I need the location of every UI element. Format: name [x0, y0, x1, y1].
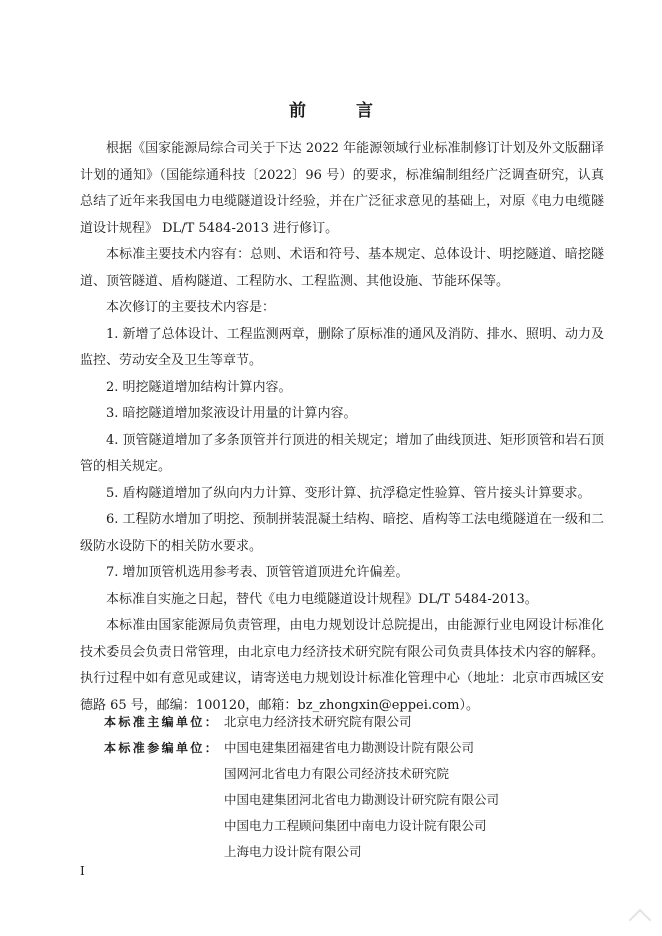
paragraph-replacement: 本标准自实施之日起，替代《电力电缆隧道设计规程》DL/T 5484-2013。 [106, 591, 538, 607]
revision-item-4: 4. 顶管隧道增加了多条顶管并行顶进的相关规定；增加了曲线顶进、矩形顶管和岩石顶管的相关规定。 [80, 432, 604, 474]
revision-item-7: 7. 增加顶管机选用参考表、顶管管道顶进允许偏差。 [106, 565, 409, 580]
chief-editor-row [104, 712, 624, 738]
paragraph-main-content: 本标准主要技术内容有：总则、术语和符号、基本规定、总体设计、明挖隧道、暗挖隧道、顶管隧道、盾构隧道、工程防水、工程监测、其他设施、节能环保等。 [80, 247, 604, 289]
paragraph-management: 本标准由国家能源局负责管理，由电力规划设计总院提出，由能源行业电网设计标准化技术委员会负责日常管理，由北京电力经济技术研究院有限公司负责具体技术内容的解释。执行过程中如有意见或建议，请寄送电力规划设计标准化管理中心（地址：北京市西城区安德路 65 号，邮编：100120，邮箱：bz_zhongxin@eppei.com）。 [80, 618, 604, 713]
paragraph-background: 根据《国家能源局综合司关于下达 2022 年能源领域行业标准制修订计划及外文版翻译计划的通知》（国能综通科技〔2022〕96 号）的要求，标准编制组经广泛调查研究，认真总结了近年来我国电力电缆隧道设计经验，并在广泛征求意见的基础上，对原《电力电缆隧道设计规程》 DL/T 5484-2013 进行修订。 [80, 141, 604, 236]
participant-unit: 上海电力设计院有限公司 [224, 844, 362, 859]
paragraph-revision-intro: 本次修订的主要技术内容是： [106, 300, 276, 315]
page-title: 前 言 [289, 101, 395, 121]
revision-item-5: 5. 盾构隧道增加了纵向内力计算、变形计算、抗浮稳定性验算、管片接头计算要求。 [106, 485, 591, 501]
revision-item-3: 3. 暗挖隧道增加浆液设计用量的计算内容。 [106, 406, 357, 421]
corner-decoration [629, 909, 652, 932]
revision-item-2: 2. 明挖隧道增加结构计算内容。 [106, 379, 292, 395]
participant-unit: 中国电建集团河北省电力勘测设计研究院有限公司 [224, 792, 500, 807]
chief-editor-unit: 北京电力经济技术研究院有限公司 [224, 714, 412, 729]
body-text [80, 136, 604, 719]
revision-item-1: 1. 新增了总体设计、工程监测两章，删除了原标准的通风及消防、排水、照明、动力及监控、劳动安全及卫生等章节。 [80, 326, 604, 368]
page-number: I [80, 864, 85, 878]
participant-unit: 中国电建集团福建省电力勘测设计院有限公司 [224, 740, 475, 755]
participant-unit: 国网河北省电力有限公司经济技术研究院 [224, 766, 450, 781]
participants-row [104, 738, 624, 764]
drafting-units [104, 712, 624, 868]
participant-unit: 中国电力工程顾问集团中南电力设计院有限公司 [224, 818, 487, 833]
revision-item-6: 6. 工程防水增加了明挖、预制拼装混凝土结构、暗挖、盾构等工法电缆隧道在一级和二级防水设防下的相关防水要求。 [80, 512, 604, 554]
participants-label: 本标准参编单位： [104, 741, 220, 755]
chief-editor-label: 本标准主编单位： [104, 715, 220, 729]
